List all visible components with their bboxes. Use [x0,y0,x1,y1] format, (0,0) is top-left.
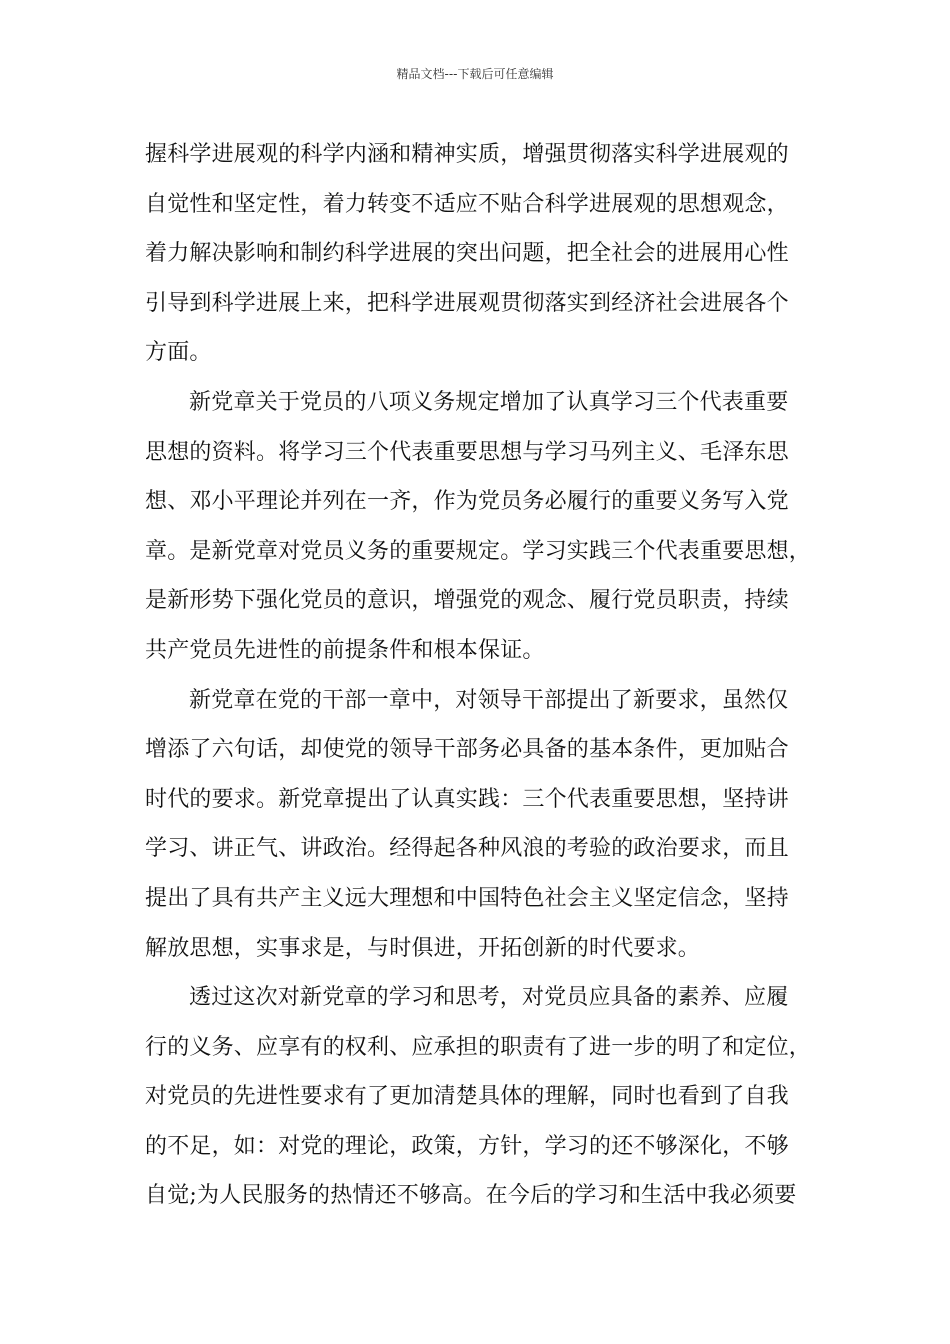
text-line: 时代的要求。新党章提出了认真实践：三个代表重要思想，坚持讲 [145,786,789,812]
text-line: 对党员的先进性要求有了更加清楚具体的理解，同时也看到了自我 [145,1084,789,1110]
paragraph-first-line: 透过这次对新党章的学习和思考，对党员应具备的素养、应履 [189,985,789,1011]
text-line: 引导到科学进展上来，把科学进展观贯彻落实到经济社会进展各个 [145,290,789,316]
text-line: 握科学进展观的科学内涵和精神实质，增强贯彻落实科学进展观的 [145,142,789,167]
text-line: 方面。 [145,340,212,366]
text-line: 学习、讲正气、讲政治。经得起各种风浪的考验的政治要求，而且 [145,836,789,862]
document-body [145,130,815,1221]
text-line: 共产党员先进性的前提条件和根本保证。 [145,637,545,663]
text-line: 章。是新党章对党员义务的重要规定。学习实践三个代表重要思想， [145,538,812,564]
text-line: 解放思想，实事求是，与时俱进，开拓创新的时代要求。 [145,935,701,961]
text-line: 增添了六句话，却使党的领导干部务必具备的基本条件，更加贴合 [145,737,789,763]
text-line: 是新形势下强化党员的意识，增强党的观念、履行党员职责，持续 [145,588,789,614]
page-header: 精品文档---下载后可任意编辑 [396,67,554,81]
text-line: 着力解决影响和制约科学进展的突出问题，把全社会的进展用心性 [145,241,789,267]
text-line: 提出了具有共产主义远大理想和中国特色社会主义坚定信念，坚持 [145,885,789,911]
text-line: 思想的资料。将学习三个代表重要思想与学习马列主义、毛泽东思 [145,439,789,465]
text-line: 想、邓小平理论并列在一齐，作为党员务必履行的重要义务写入党 [145,489,789,515]
text-line: 自觉;为人民服务的热情还不够高。在今后的学习和生活中我必须要 [145,1183,797,1209]
text-line: 自觉性和坚定性，着力转变不适应不贴合科学进展观的思想观念， [145,191,789,217]
paragraph-first-line: 新党章在党的干部一章中，对领导干部提出了新要求，虽然仅 [189,687,789,713]
text-line: 行的义务、应享有的权利、应承担的职责有了进一步的明了和定位， [145,1034,812,1060]
paragraph-first-line: 新党章关于党员的八项义务规定增加了认真学习三个代表重要 [189,389,789,415]
text-line: 的不足，如：对党的理论，政策，方针，学习的还不够深化，不够 [145,1133,789,1159]
